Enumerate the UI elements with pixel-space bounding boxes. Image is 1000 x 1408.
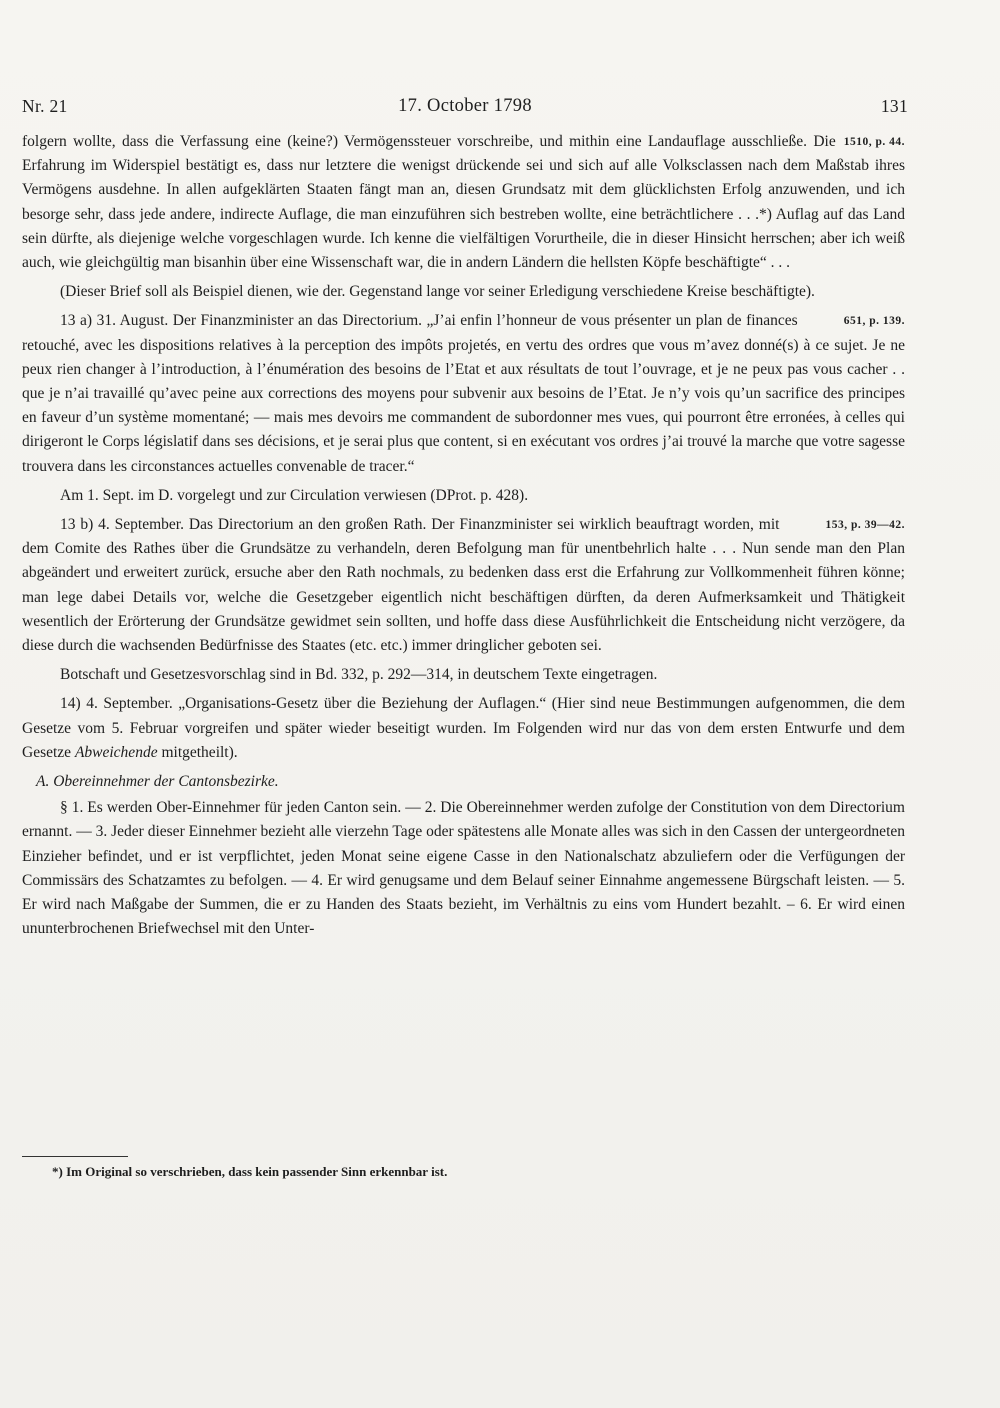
paragraph-13b [22, 513, 905, 658]
paragraph-text: folgern wollte, dass die Verfassung eine (keine?) Vermögenssteuer vorschreibe, und mithin eine Landauflage ausschließe. Die Erfahrung im Widerspiel bestätigt es, dass nur letztere die wenigst drückende sei und sich auf alle Volksclassen nach dem Maßstab ihres Vermögens ausdehne. In allen aufgeklärten Staaten fängt man an, diesen Grundsatz mit dem glücklichsten Erfolg anzuwenden, und ich besorge sehr, dass jede andere, indirecte Auflage, die man einzuführen sich bestreben wollte, eine beträchtlichere . . .*) Auflag auf das Land sein dürfte, als diejenige welche vorgeschlagen wurde. Ich kenne die vielfältigen Vorurtheile, die in dieser Hinsicht herrschen; aber ich weiß auch, wie gleichgültig man bisanhin über eine Wissenschaft war, die in andern Ländern die hellsten Köpfe beschäftigte“ . . . [22, 133, 905, 272]
paragraph-text: Botschaft und Gesetzesvorschlag sind in Bd. 332, p. 292—314, in deutschem Texte eingetragen. [60, 666, 658, 684]
source-reference: 1510, p. 44. [843, 136, 905, 148]
footnote: *) Im Original so verschrieben, dass kein passender Sinn erkennbar ist. [52, 1164, 448, 1179]
paragraph-13a [22, 309, 905, 478]
header-date: 17. October 1798 [398, 96, 532, 116]
paragraph-botschaft [22, 663, 905, 687]
paragraph-note-example [22, 280, 905, 304]
paragraph-circulation-note [22, 484, 905, 508]
paragraph-text: 14) 4. September. „Organisations-Gesetz über die Beziehung der Auflagen.“ (Hier sind neue Bestimmungen aufgenommen, die dem Gesetze vom 5. Februar vorgreifen und später wieder beseitigt wurden. Im Folgenden wird nur das von dem ersten Entwurfe und dem Gesetze [22, 695, 905, 761]
page-header [22, 96, 908, 122]
page-number: 131 [880, 96, 908, 116]
paragraph-text: 13 a) 31. August. Der Finanzminister an das Directorium. „J’ai enfin l’honneur de vous présenter un plan de finances retouché, avec les dispositions relatives à la perception des impôts projetés, en vertu des ordres que vous m’avez donné(s) à ce sujet. Je ne peux rien changer à l’introduction, à l’énumération des besoins de l’Etat et aux résultats de tout l’ouvrage, et je ne peux pas vous cacher . . que je n’ai travaillé qu’avec peine aux corrections des moyens pour subvenir aux besoins de l’Etat. Je n’y vois qu’un sacrifice des principes en faveur d’un système momentané; — mais mes devoirs me commandent de subordonner mes vues, qui pourront être erronées, à celles qui dirigeront le Corps législatif dans ses décisions, et je serai plus que content, si en exécutant vos ordres j’ai trouvé la marche que votre sagesse trouvera dans les circonstances actuelles convenable de tracer.“ [22, 312, 905, 475]
paragraph-text: § 1. Es werden Ober-Einnehmer für jeden Canton sein. — 2. Die Obereinnehmer werden zufolge der Constitution von dem Directorium ernannt. — 3. Jeder dieser Einnehmer bezieht alle vierzehn Tage oder spätestens alle Monate alles was sich in den Cassen der untergeordneten Einzieher befindet, und er ist verpflichtet, jeden Monat seine eigene Casse in den Nationalschatz abzuliefern oder die Verfügungen der Commissärs des Schatzamtes zu befolgen. — 4. Er wird genugsame und dem Belauf seiner Einnahme angemessene Bürgschaft leisten. — 5. Er wird nach Maßgabe der Summen, die er zu Handen des Staats bezieht, im Verhältnis zu eins vom Hundert bezahlt. – 6. Er wird einen ununterbrochenen Briefwechsel mit den Unter- [22, 799, 905, 938]
paragraph-text: Am 1. Sept. im D. vorgelegt und zur Circulation verwiesen (DProt. p. 428). [60, 486, 529, 504]
footnote-divider [22, 1156, 128, 1157]
section-heading: A. Obereinnehmer der Cantonsbezirke. [36, 773, 279, 791]
paragraph-text: mitgetheilt). [157, 743, 238, 761]
paragraph-14 [22, 692, 905, 765]
source-reference: 153, p. 39—42. [825, 519, 905, 532]
document-body [22, 130, 905, 942]
paragraph-section-1 [22, 796, 905, 941]
paragraph-text: (Dieser Brief soll als Beispiel dienen, wie der. Gegenstand lange vor seiner Erledigung verschiedene Kreise beschäftigte). [60, 283, 815, 301]
paragraph-text: 13 b) 4. September. Das Directorium an den großen Rath. Der Finanzminister sei wirklich beauftragt worden, mit dem Comite des Rathes über die Grundsätze zu verhandeln, deren Befolgung man für unentbehrlich halte . . . Nun sende man den Plan abgeändert und erweitert zurück, ersuche aber den Rath nochmals, zu bedenken dass erst die Erfahrung zur Vollkommenheit führen könne; man lege dabei Details vor, welche die Gesetzgeber eigentlich nicht beschäftigen dürften, da deren Aufmerksamkeit und Thätigkeit wesentlich der Erörterung der Grundsätze gewidmet sein sollten, und hoffe dass diese Ausführlichkeit die Entscheidung nicht verzögere, da diese durch die wachsenden Bedürfnisse des Staates (etc. etc.) immer dringlicher geboten sei. [22, 516, 905, 655]
document-number: Nr. 21 [22, 96, 68, 116]
italic-term: Abweichende [74, 743, 158, 761]
source-reference: 651, p. 139. [843, 315, 905, 328]
paragraph-letter-end [22, 130, 905, 275]
